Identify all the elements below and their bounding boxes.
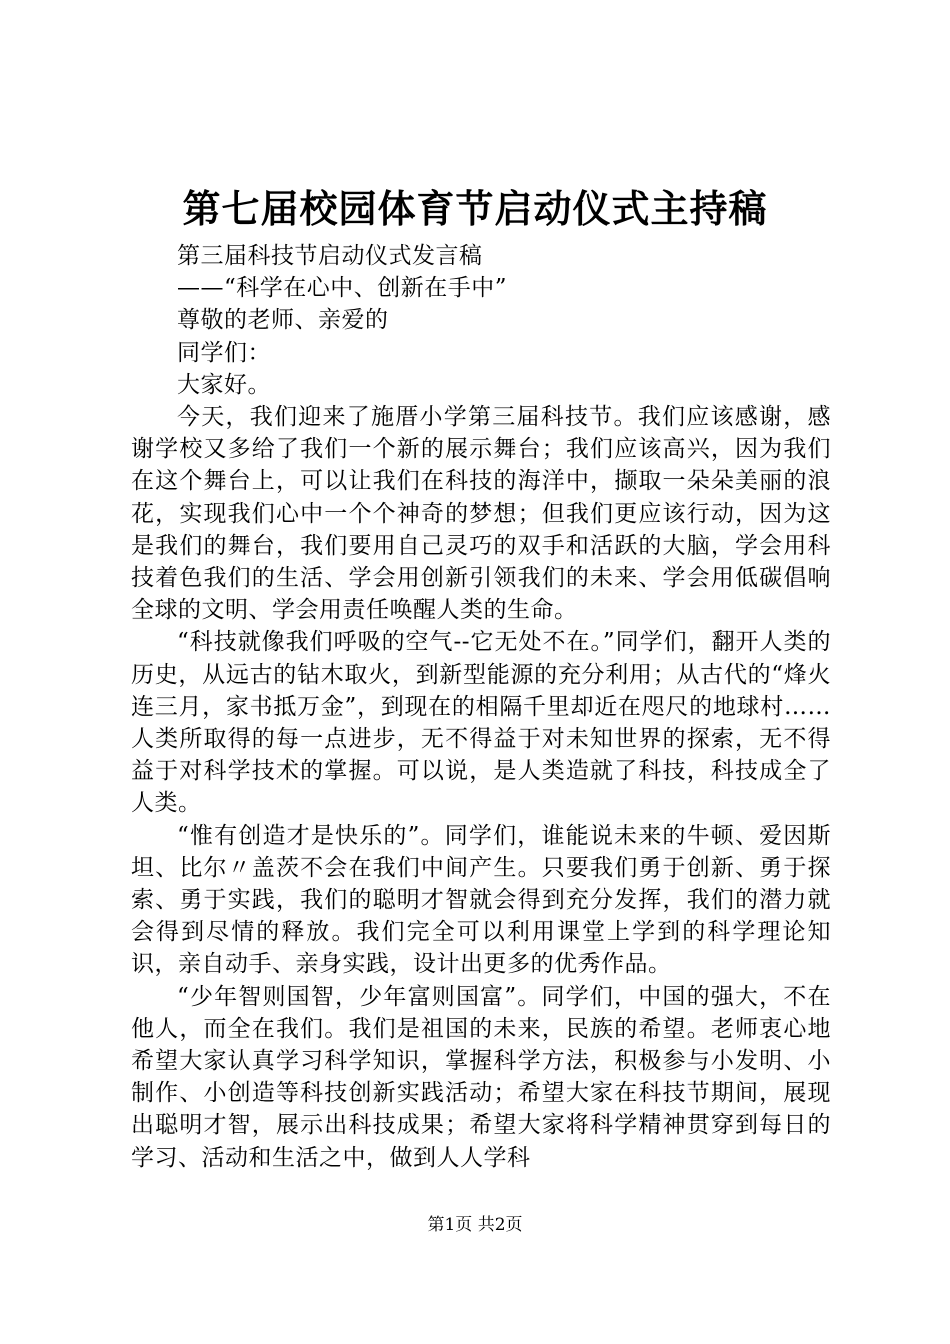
greeting-line: 大家好。 <box>177 371 271 398</box>
document-body <box>131 240 831 1174</box>
speech-subtitle: ——“科学在心中、创新在手中” <box>177 275 508 302</box>
body-paragraph: “惟有创造才是快乐的”。同学们，谁能说未来的牛顿、爱因斯坦、比尔〃盖茨不会在我们中间产生。只要我们勇于创新、勇于探索、勇于实践，我们的聪明才智就会得到充分发挥，我们的潜力就会得到尽情的释放。我们完全可以利用课堂上学到的科学理论知识，亲自动手、亲身实践，设计出更多的优秀作品。 <box>131 822 831 978</box>
page-number: 第1页 共2页 <box>427 1215 523 1235</box>
body-paragraph: 今天，我们迎来了施厝小学第三届科技节。我们应该感谢，感谢学校又多给了我们一个新的展示舞台；我们应该高兴，因为我们在这个舞台上，可以让我们在科技的海洋中，撷取一朵朵美丽的浪花，实现我们心中一个个神奇的梦想；但我们更应该行动，因为这是我们的舞台，我们要用自己灵巧的双手和活跃的大脑，学会用科技着色我们的生活、学会用创新引领我们的未来、学会用低碳倡响全球的文明、学会用责任唤醒人类的生命。 <box>131 404 831 624</box>
body-paragraph: “科技就像我们呼吸的空气--它无处不在。”同学们，翻开人类的历史，从远古的钻木取火，到新型能源的充分利用；从古代的“烽火连三月，家书抵万金”，到现在的相隔千里却近在咫尺的地球村……人类所取得的每一点进步，无不得益于对未知世界的探索，无不得益于对科学技术的掌握。可以说，是人类造就了科技，科技成全了人类。 <box>131 629 831 817</box>
salutation-line: 尊敬的老师、亲爱的 <box>177 307 389 334</box>
speech-heading: 第三届科技节启动仪式发言稿 <box>177 243 483 269</box>
document-title: 第七届校园体育节启动仪式主持稿 <box>182 186 768 231</box>
body-paragraph: “少年智则国智，少年富则国富”。同学们，中国的强大，不在他人，而全在我们。我们是祖国的未来，民族的希望。老师衷心地希望大家认真学习科学知识，掌握科学方法，积极参与小发明、小制作、小创造等科技创新实践活动；希望大家在科技节期间，展现出聪明才智，展示出科技成果；希望大家将科学精神贯穿到每日的学习、活动和生活之中，做到人人学科 <box>131 983 831 1171</box>
salutation-line-2: 同学们： <box>177 339 271 366</box>
